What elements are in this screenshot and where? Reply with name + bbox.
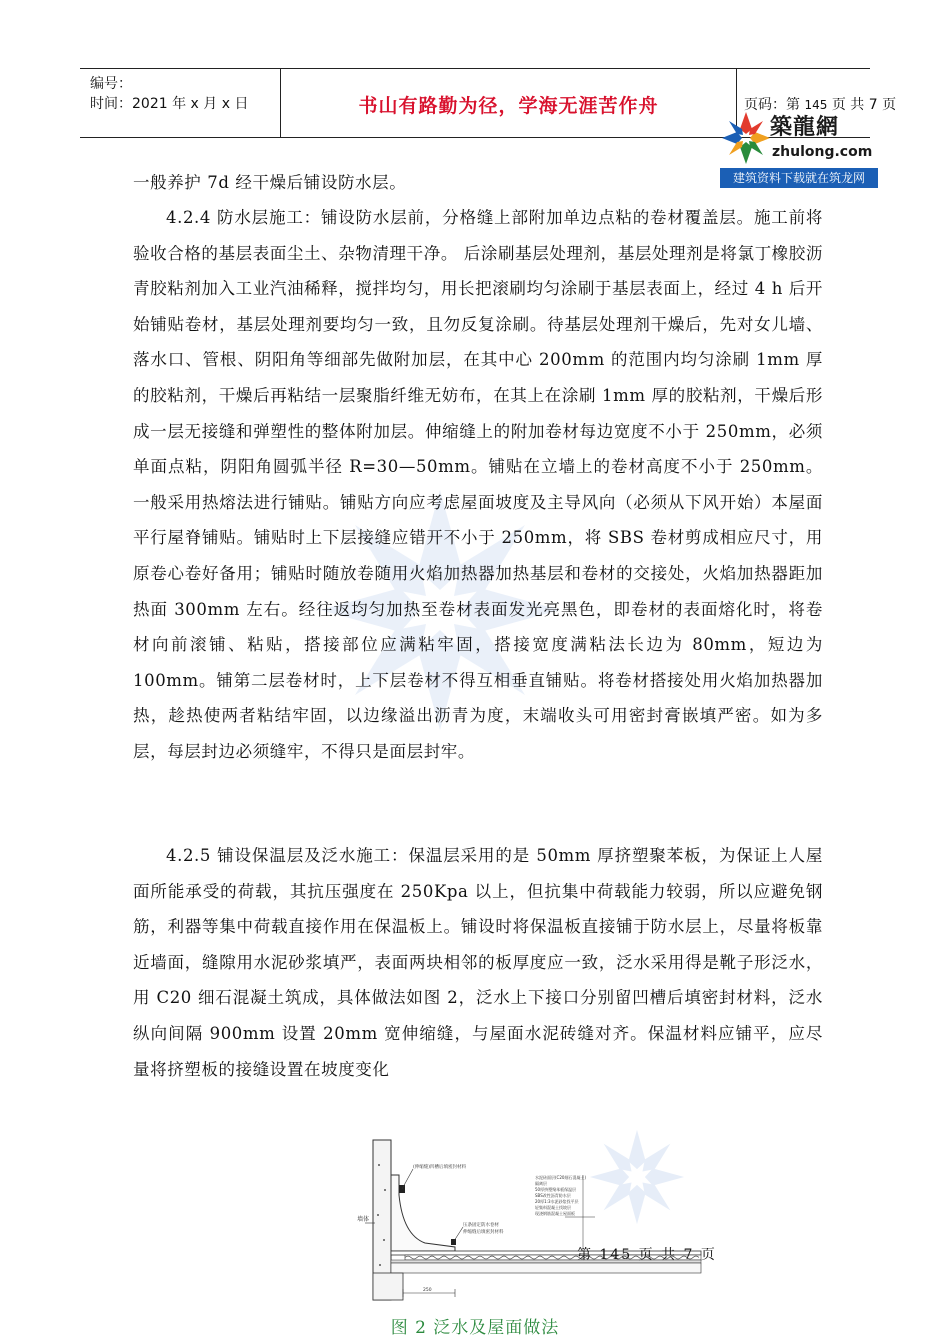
layer-label: SBS改性沥青防水层 — [535, 1193, 571, 1198]
label-fixing-strip: 压条固定防水卷材 — [463, 1223, 499, 1228]
layer-label: 轻集料混凝土找坡层 — [535, 1205, 571, 1210]
label-expansion-joint: 伸缩缝后填密封材料 — [463, 1230, 504, 1235]
layer-slab — [391, 1263, 701, 1273]
flashing-detail-figure — [355, 1135, 715, 1310]
layer-labels — [535, 1174, 586, 1216]
layer-label: 50厚挤塑聚苯板保温层 — [535, 1187, 577, 1192]
doc-date-label: 时间：2021 年 x 月 x 日 — [90, 96, 249, 112]
layer-label: 现浇钢筋混凝土屋面板 — [535, 1211, 575, 1216]
dimension-label: 250 — [423, 1288, 432, 1293]
header-motto: 书山有路勤为径，学海无涯苦作舟 — [358, 95, 659, 117]
page-footer: 第 145 页 共 7 页 — [577, 1247, 717, 1263]
layer-label: 隔离层 — [535, 1181, 547, 1186]
paragraph-4-2-4-waterproofing: 4.2.4 防水层施工：铺设防水层前，分格缝上部附加单边点粘的卷材覆盖层。施工前将验收合格的基层表面尘土、杂物清理干净。 后涂刷基层处理剂，基层处理剂是将氯丁橡胶沥青胶粘剂加入工业汽油稀释，搅拌均匀，用长把滚刷均匀涂刷于基层表面上，经过 4 h 后开始铺贴卷材，基层处理剂要均匀一致，且勿反复涂刷。待基层处理剂干燥后，先对女儿墙、落水口、管根、阴阳角等细部先做附加层，在其中心 200mm 的范围内均匀涂刷 1mm 厚的胶粘剂，干燥后再粘结一层聚脂纤维无妨布，在其上在涂刷 1mm 厚的胶粘剂，干燥后形成一层无接缝和弹塑性的整体附加层。伸缩缝上的附加卷材每边宽度不小于 250mm，必须单面点粘，阴阳角圆弧半径 R=30—50mm。铺贴在立墙上的卷材高度不小于 250mm。一般采用热熔法进行铺贴。铺贴方向应考虑屋面坡度及主导风向（必须从下风开始）本屋面平行屋脊铺贴。铺贴时上下层接缝应错开不小于 250mm，将 SBS 卷材剪成相应尺寸，用原卷心卷好备用；铺贴时随放卷随用火焰加热器加热基层和卷材的交接处，火焰加热器距加热面 300mm 左右。经往返均匀加热至卷材表面发光亮黑色，即卷材的表面熔化时，将卷材向前滚铺、粘贴，搭接部位应满粘牢固，搭接宽度满粘法长边为 80mm，短边为 100mm。铺第二层卷材时，上下层卷材不得互相垂直铺贴。将卷材搭接处用火焰加热器加热，趁热使两者粘结牢固，以边缘溢出沥青为度，末端收头可用密封膏嵌填严密。如为多层，每层封边必须缝牢，不得只是面层封牢。 — [133, 208, 823, 761]
page-prefix: 页码：第 — [744, 97, 800, 113]
layer-label: 水泥砖面层(C20细石混凝土) — [535, 1175, 587, 1180]
logo-slogan: 建筑资料下载就在筑龙网 — [720, 168, 878, 188]
logo-name-en: zhulong.com — [772, 144, 873, 160]
header-motto-cell — [281, 69, 737, 137]
doc-number-label: 编号： — [90, 76, 132, 92]
paragraph-curing: 一般养护 7d 经干燥后铺设防水层。 — [133, 173, 407, 192]
flashing-detail-drawing — [355, 1135, 715, 1310]
paragraph-4-2-5-insulation: 4.2.5 铺设保温层及泛水施工：保温层采用的是 50mm 厚挤塑聚苯板，为保证上人屋面所能承受的荷载，其抗压强度在 250Kpa 以上，但抗集中荷载能力较弱，所以应避免钢筋，利器等集中荷载直接作用在保温板上。铺设时将保温板直接铺于防水层上，尽量将板靠近墙面，缝隙用水泥砂浆填严，表面两块相邻的板厚度应一致，泛水采用得是靴子形泛水，用 C20 细石混凝土筑成，具体做法如图 2，泛水上下接口分别留凹槽后填密封材料，泛水纵向间隔 900mm 设置 20mm 宽伸缩缝，与屋面水泥砖缝对齐。保温材料应铺平，应尽量将挤塑板的接缝设置在坡度变化 — [133, 846, 823, 1079]
page-number: 145 — [804, 98, 828, 112]
layer-label: 20厚1:3水泥砂浆找平层 — [535, 1199, 579, 1204]
logo-name-cn: 築龍網 — [770, 115, 840, 140]
figure-caption: 图 2 泛水及屋面做法 — [390, 1318, 560, 1338]
bottom-groove-sealant — [451, 1239, 456, 1245]
header-meta-cell — [80, 69, 281, 137]
page-suffix: 页 共 7 页 — [831, 97, 897, 113]
label-top-groove: (伸缩缝)凹槽后填密封材料 — [413, 1165, 467, 1170]
zhulong-emblem-icon — [722, 110, 770, 166]
label-wall: 墙体 — [357, 1216, 370, 1223]
